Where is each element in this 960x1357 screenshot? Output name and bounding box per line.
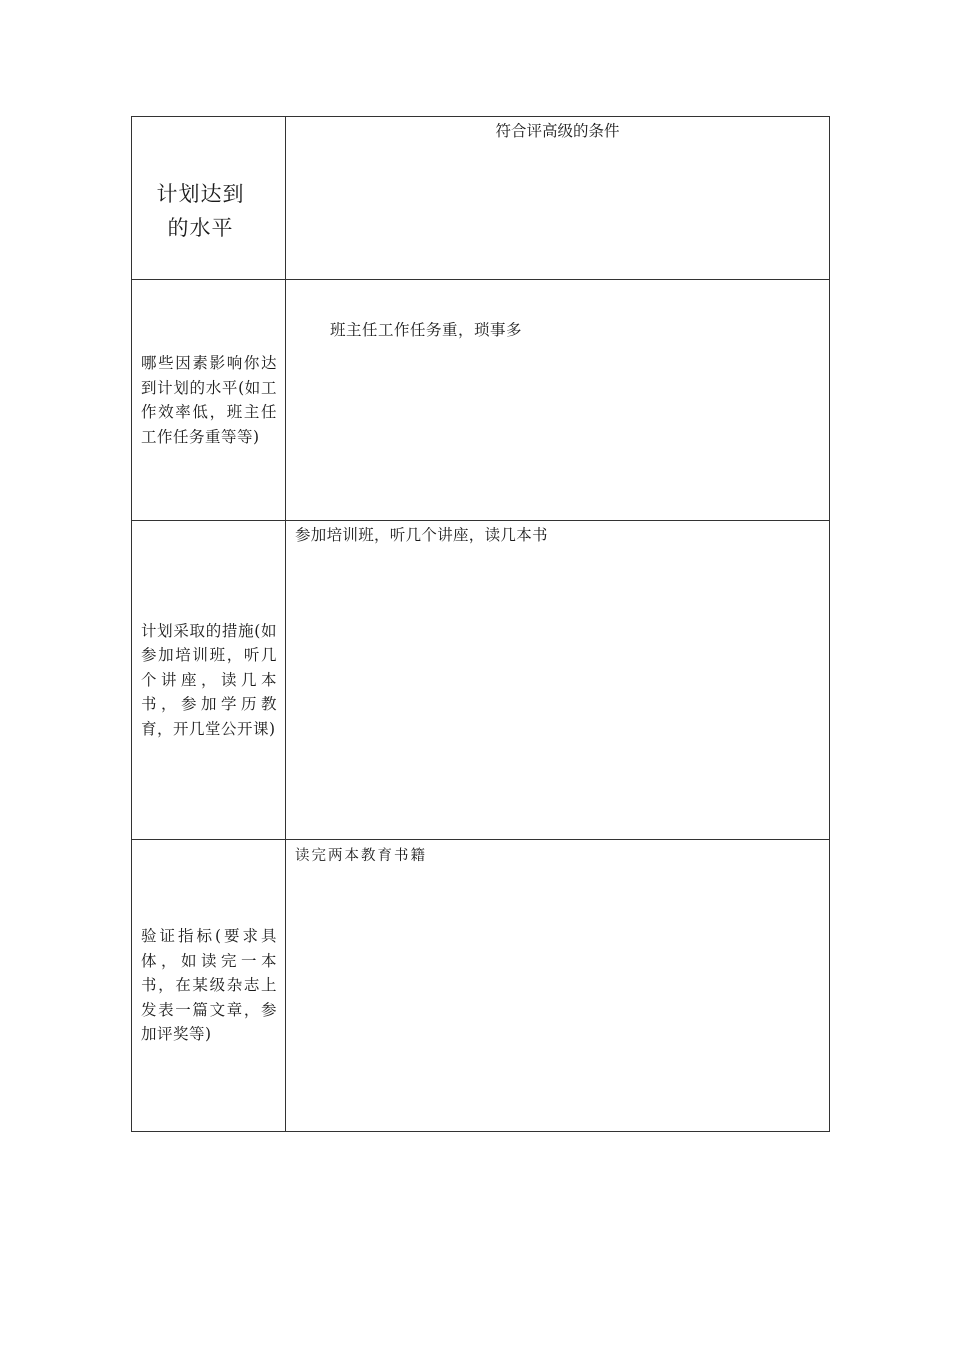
value-planned-measures: 参加培训班，听几个讲座，读几本书 bbox=[295, 526, 548, 544]
label-verification-indicators: 验证指标(要求具体，如读完一本书，在某级杂志上发表一篇文章，参加评奖等) bbox=[141, 927, 277, 1044]
label-planned-measures: 计划采取的措施(如参加培训班，听几个讲座，读几本书，参加学历教育，开几堂公开课) bbox=[141, 621, 277, 738]
label-cell-influencing-factors bbox=[132, 280, 286, 521]
value-cell-influencing-factors bbox=[286, 280, 830, 521]
value-cell-planned-measures bbox=[286, 521, 830, 840]
label-cell-planned-measures bbox=[132, 521, 286, 840]
label-cell-verification-indicators bbox=[132, 840, 286, 1132]
value-verification-indicators: 读完两本教育书籍 bbox=[295, 848, 427, 864]
table-row-planned-measures bbox=[132, 521, 830, 840]
table-row-verification-indicators bbox=[132, 840, 830, 1132]
value-target-level: 符合评高级的条件 bbox=[495, 122, 620, 140]
table-row-influencing-factors bbox=[132, 280, 830, 521]
label-target-level-line2: 的水平 bbox=[167, 216, 234, 240]
value-cell-verification-indicators bbox=[286, 840, 830, 1132]
table-row-target-level bbox=[132, 117, 830, 280]
value-cell-target-level bbox=[286, 117, 830, 280]
label-influencing-factors: 哪些因素影响你达到计划的水平(如工作效率低，班主任工作任务重等等) bbox=[141, 354, 277, 446]
label-target-level-line1: 计划达到 bbox=[156, 182, 245, 206]
value-influencing-factors: 班主任工作任务重，琐事多 bbox=[330, 321, 523, 339]
plan-form-table bbox=[131, 116, 830, 1132]
label-cell-target-level bbox=[132, 117, 286, 280]
